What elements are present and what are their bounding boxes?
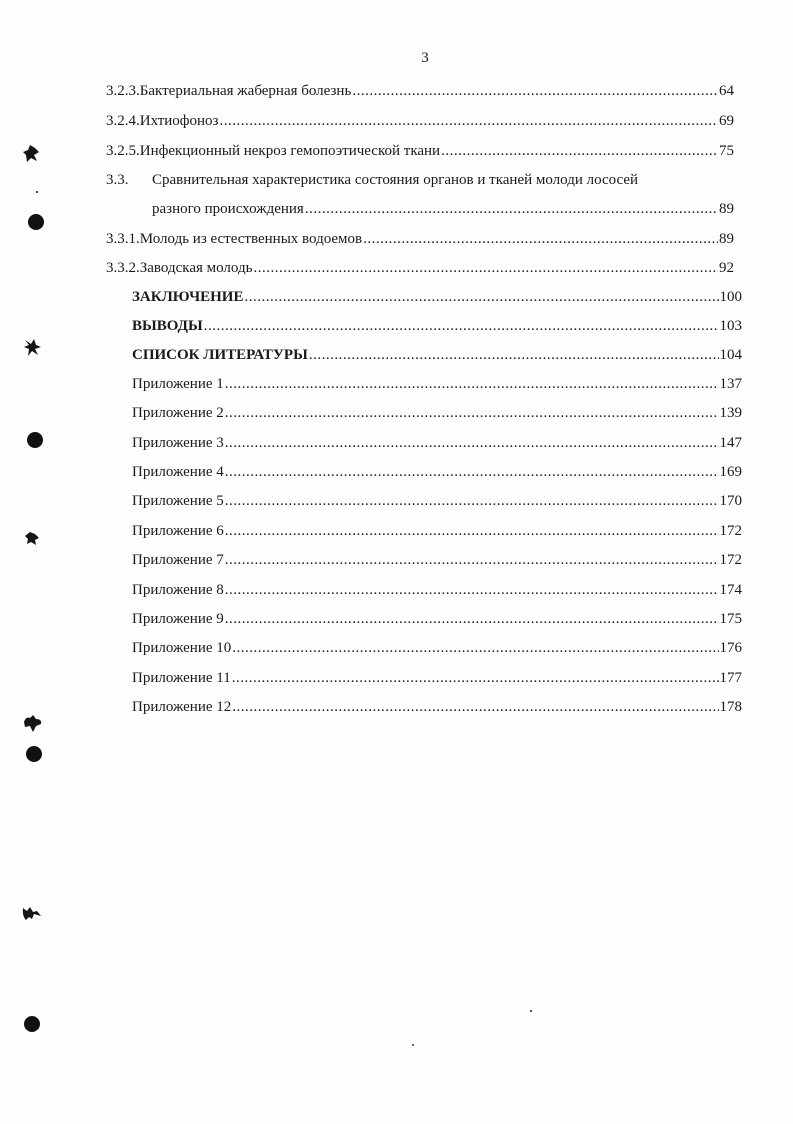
toc-entry-references[interactable] — [132, 344, 742, 366]
binder-hole — [26, 746, 42, 762]
dot-leader — [225, 579, 719, 601]
toc-entry-title-continued: разного происхождения — [152, 201, 304, 217]
toc-entry-continuation[interactable] — [152, 198, 734, 220]
toc-entry-page: 174 — [719, 582, 742, 598]
toc-entry-title: Приложение 3 — [132, 435, 224, 451]
toc-entry-appendix[interactable] — [132, 402, 742, 424]
toc-entry[interactable] — [106, 80, 734, 102]
dot-leader — [219, 110, 718, 132]
dot-leader — [441, 140, 718, 162]
toc-entry-page: 92 — [719, 260, 734, 276]
toc-entry-title: Приложение 9 — [132, 611, 224, 627]
toc-entry-appendix[interactable] — [132, 608, 742, 630]
toc-entry-number: 3.2.4. — [106, 113, 140, 129]
toc-entry-title: Приложение 12 — [132, 699, 232, 715]
dot-leader — [232, 637, 718, 659]
toc-entry[interactable] — [106, 257, 734, 279]
toc-entry-appendix[interactable] — [132, 637, 742, 659]
toc-entry-appendix[interactable] — [132, 432, 742, 454]
toc-entry-title: Приложение 2 — [132, 405, 224, 421]
toc-entry-title: Заводская молодь — [139, 260, 253, 276]
dot-leader — [363, 228, 718, 250]
toc-entry-conclusion[interactable] — [132, 286, 742, 308]
toc-entry-title: Ихтиофоноз — [139, 113, 219, 129]
toc-entry-page: 75 — [719, 143, 734, 159]
toc-entry-title: Приложение 11 — [132, 670, 231, 686]
toc-entry-page: 139 — [719, 405, 742, 421]
toc-entry-title: Инфекционный некроз гемопоэтической ткани — [139, 143, 441, 159]
page-number: 3 — [421, 50, 429, 66]
toc-entry[interactable] — [106, 110, 734, 132]
toc-entry-number: 3.2.5. — [106, 143, 140, 159]
toc-entry-page: 137 — [719, 376, 742, 392]
toc-entry-number: 3.3.2. — [106, 260, 140, 276]
scan-speck — [22, 714, 44, 734]
scan-speck — [22, 143, 42, 165]
dot-leader — [253, 257, 718, 279]
toc-entry-page: 172 — [719, 523, 742, 539]
dot-leader — [244, 286, 718, 308]
dot-leader — [352, 80, 718, 102]
toc-entry[interactable] — [106, 140, 734, 162]
toc-entry-page: 103 — [719, 318, 742, 334]
dot-leader — [305, 198, 718, 220]
dot-leader — [225, 549, 719, 571]
dot-leader — [232, 667, 719, 689]
scan-speck — [20, 902, 44, 924]
toc-entry-page: 104 — [719, 347, 742, 363]
dot-leader — [225, 461, 719, 483]
toc-entry-title: Приложение 8 — [132, 582, 224, 598]
binder-hole — [27, 432, 43, 448]
toc-entry-title: Бактериальная жаберная болезнь — [139, 83, 352, 99]
toc-entry-page: 172 — [719, 552, 742, 568]
dot-leader — [225, 432, 719, 454]
scan-speck — [22, 336, 44, 358]
toc-entry-page: 178 — [719, 699, 742, 715]
dot-leader — [309, 344, 719, 366]
toc-entry-page: 89 — [719, 231, 734, 247]
toc-entry-title: Молодь из естественных водоемов — [139, 231, 363, 247]
toc-entry-appendix[interactable] — [132, 579, 742, 601]
toc-entry-page: 177 — [719, 670, 742, 686]
toc-entry-appendix[interactable] — [132, 490, 742, 512]
toc-entry-findings[interactable] — [132, 315, 742, 337]
dot-leader — [225, 402, 719, 424]
toc-entry-page: 100 — [719, 289, 742, 305]
toc-entry-title: ВЫВОДЫ — [132, 318, 203, 334]
toc-entry-title: Приложение 6 — [132, 523, 224, 539]
dot-leader — [225, 520, 719, 542]
scan-speck — [24, 530, 42, 548]
scan-dot — [530, 1010, 532, 1012]
toc-entry-page: 169 — [719, 464, 742, 480]
binder-hole — [28, 214, 44, 230]
toc-entry-title: Приложение 10 — [132, 640, 232, 656]
toc-entry-page: 89 — [719, 201, 734, 217]
dot-leader — [232, 696, 718, 718]
toc-entry-page: 175 — [719, 611, 742, 627]
toc-entry-title: Приложение 7 — [132, 552, 224, 568]
toc-entry-title: ЗАКЛЮЧЕНИЕ — [132, 289, 244, 305]
toc-entry-title: Приложение 5 — [132, 493, 224, 509]
toc-entry-number: 3.3. — [106, 172, 129, 188]
dot-leader — [225, 373, 719, 395]
dot-leader — [225, 608, 719, 630]
toc-entry-page: 69 — [719, 113, 734, 129]
toc-entry-number: 3.3.1. — [106, 231, 140, 247]
scan-dot — [412, 1044, 414, 1046]
toc-entry-appendix[interactable] — [132, 667, 742, 689]
scan-dot — [36, 191, 38, 193]
toc-entry-appendix[interactable] — [132, 461, 742, 483]
binder-hole — [24, 1016, 40, 1032]
toc-entry-title: Сравнительная характеристика состояния органов и тканей молоди лососей — [152, 172, 639, 188]
toc-entry-multiline[interactable] — [106, 169, 638, 191]
toc-entry-title: Приложение 1 — [132, 376, 224, 392]
toc-entry-page: 170 — [719, 493, 742, 509]
toc-entry[interactable] — [106, 228, 734, 250]
toc-entry-page: 64 — [719, 83, 734, 99]
toc-entry-number: 3.2.3. — [106, 83, 140, 99]
toc-entry-appendix[interactable] — [132, 373, 742, 395]
toc-entry-appendix[interactable] — [132, 520, 742, 542]
toc-entry-title: СПИСОК ЛИТЕРАТУРЫ — [132, 347, 308, 363]
toc-entry-page: 176 — [719, 640, 742, 656]
dot-leader — [225, 490, 719, 512]
toc-entry-appendix[interactable] — [132, 696, 742, 718]
dot-leader — [204, 315, 719, 337]
toc-entry-page: 147 — [719, 435, 742, 451]
toc-entry-appendix[interactable] — [132, 549, 742, 571]
toc-entry-title: Приложение 4 — [132, 464, 224, 480]
